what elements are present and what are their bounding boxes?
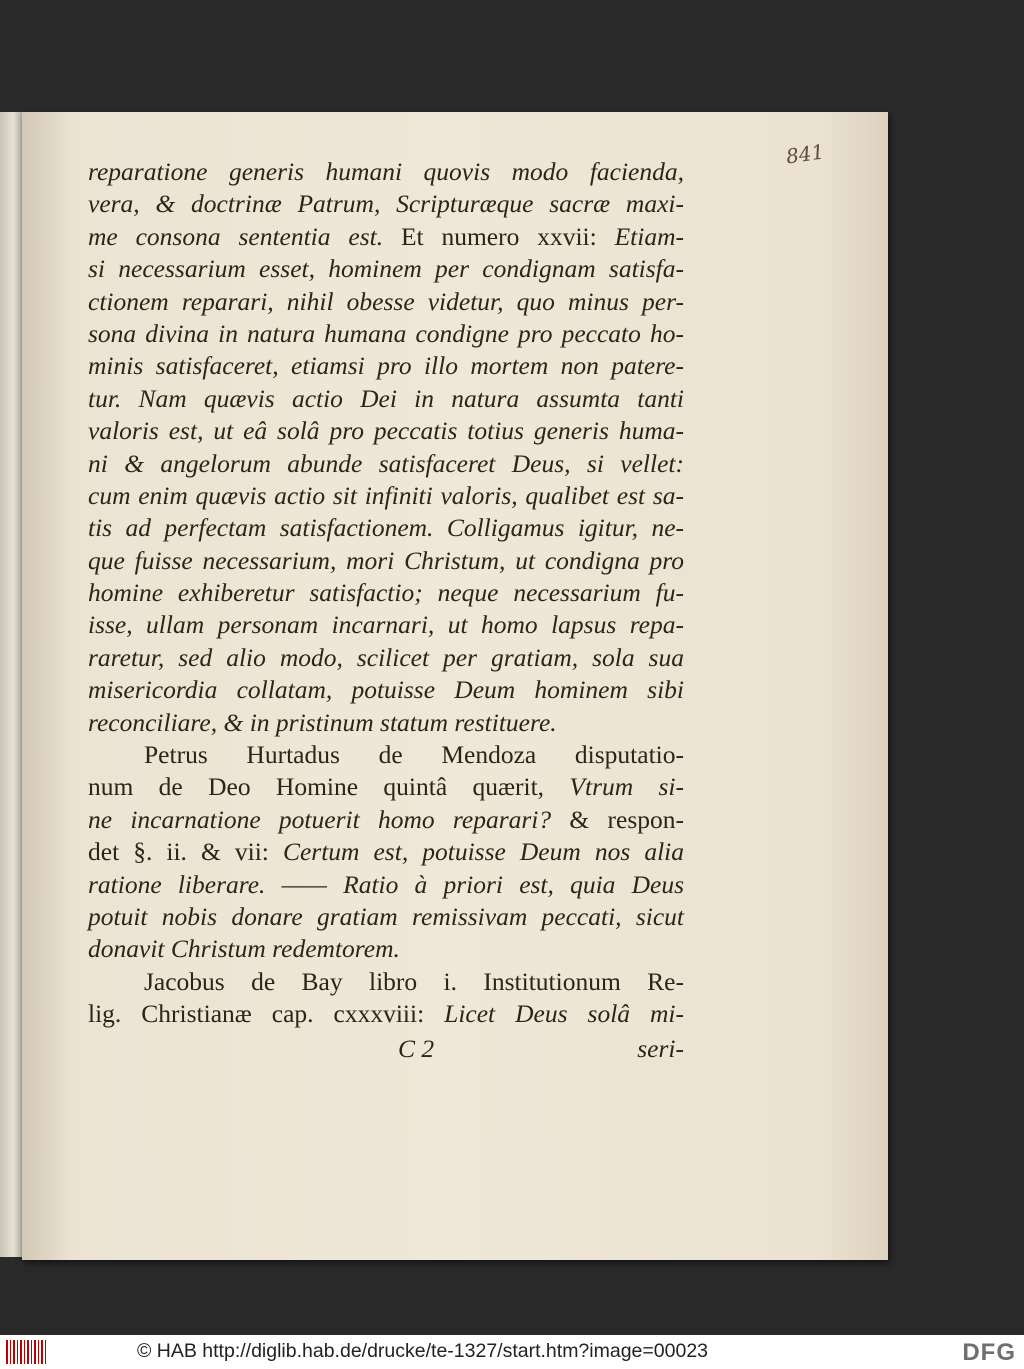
text-line <box>88 966 684 998</box>
text-line <box>88 545 684 577</box>
page-footer-line <box>88 1034 684 1066</box>
text-line <box>88 415 684 447</box>
copyright-link[interactable]: © HAB http://diglib.hab.de/drucke/te-1327/start.htm?image=00023 <box>137 1340 709 1362</box>
text-line <box>88 609 684 641</box>
text-line <box>88 707 684 739</box>
text-segment: misericordia collatam, potuisse Deum hominem sibi <box>88 675 684 705</box>
text-segment: me consona sententia est. <box>88 221 401 251</box>
text-line <box>88 318 684 350</box>
text-line <box>88 448 684 480</box>
text-segment: minis satisfaceret, etiamsi pro illo mortem non patere- <box>88 351 684 381</box>
text-segment: reconciliare, & in pristinum statum restituere. <box>88 707 557 737</box>
text-line <box>88 188 684 220</box>
text-line <box>88 577 684 609</box>
text-line <box>88 836 684 868</box>
text-segment: raretur, sed alio modo, scilicet per gratiam, sola sua <box>88 642 684 672</box>
text-line <box>88 221 684 253</box>
text-line <box>88 480 684 512</box>
text-segment: vera, & doctrinæ Patrum, Scripturæque sacræ maxi- <box>88 189 684 219</box>
text-segment: lig. Christianæ cap. cxxxviii: <box>88 999 445 1029</box>
text-segment: si necessarium esset, hominem per condignam satisfa- <box>88 254 684 284</box>
text-segment: Vtrum si- <box>569 772 685 802</box>
handwritten-folio-number: 841 <box>784 139 826 169</box>
text-segment: sona divina in natura humana condigne pro peccato ho- <box>88 318 684 348</box>
text-segment: potuit nobis donare gratiam remissivam peccati, sicut <box>88 901 684 931</box>
text-segment: Petrus Hurtadus de Mendoza disputatio- <box>144 740 684 770</box>
text-segment: & respon- <box>569 804 684 834</box>
signature-mark: C 2 <box>398 1034 435 1063</box>
text-segment: ne incarnatione potuerit homo reparari? <box>88 804 570 834</box>
text-segment: tur. Nam quævis actio Dei in natura assumta tanti <box>88 383 684 413</box>
text-segment: Jacobus de Bay libro i. Institutionum Re- <box>144 966 684 996</box>
text-segment: Licet Deus solâ mi- <box>444 999 684 1029</box>
text-segment: tis ad perfectam satisfactionem. Colligamus igitur, ne- <box>88 513 684 543</box>
text-segment: Et numero xxvii: <box>400 221 615 251</box>
text-segment: Certum est, potuisse Deum nos alia <box>282 837 684 867</box>
text-segment: ratione liberare. —— Ratio à priori est, quia Deus <box>88 869 684 899</box>
text-line <box>88 739 684 771</box>
text-segment: donavit Christum redemtorem. <box>88 934 400 964</box>
text-line <box>88 512 684 544</box>
text-line <box>88 998 684 1030</box>
text-line <box>88 869 684 901</box>
text-segment: que fuisse necessarium, mori Christum, ut condigna pro <box>88 545 684 575</box>
text-segment: isse, ullam personam incarnari, ut homo lapsus repa- <box>88 610 684 640</box>
text-segment: Etiam- <box>614 221 684 251</box>
text-segment: num de Deo Homine quintâ quærit, <box>88 772 570 802</box>
text-segment: ctionem reparari, nihil obesse videtur, quo minus per- <box>88 286 684 316</box>
text-segment: cum enim quævis actio sit infiniti valoris, qualibet est sa- <box>88 480 684 510</box>
hab-logo-icon[interactable] <box>6 1340 46 1364</box>
text-line <box>88 901 684 933</box>
dfg-logo[interactable]: DFG <box>962 1339 1016 1366</box>
text-segment: reparatione generis humani quovis modo facienda, <box>88 157 684 186</box>
text-line <box>88 156 684 188</box>
text-line <box>88 771 684 803</box>
catchword: seri- <box>637 1034 684 1063</box>
viewer-footer <box>0 1335 1024 1369</box>
text-line <box>88 933 684 965</box>
text-line <box>88 804 684 836</box>
text-line <box>88 350 684 382</box>
text-line <box>88 674 684 706</box>
facing-page-edge <box>0 112 22 1257</box>
text-line <box>88 286 684 318</box>
text-line <box>88 253 684 285</box>
text-segment: det §. ii. & vii: <box>88 837 283 867</box>
text-segment: ni & angelorum abunde satisfaceret Deus, si vellet: <box>88 448 684 478</box>
text-line <box>88 383 684 415</box>
text-segment: valoris est, ut eâ solâ pro peccatis totius generis huma- <box>88 416 684 446</box>
page-body-text <box>88 156 684 1031</box>
text-segment: homine exhiberetur satisfactio; neque necessarium fu- <box>88 578 684 608</box>
text-line <box>88 642 684 674</box>
